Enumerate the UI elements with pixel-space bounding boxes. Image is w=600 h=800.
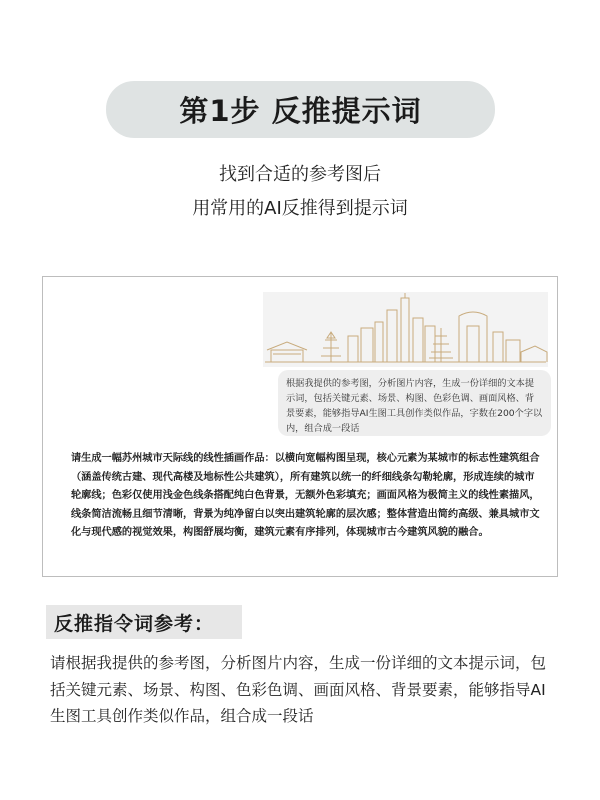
skyline-illustration xyxy=(263,292,548,367)
subtitle-line-1: 找到合适的参考图后 xyxy=(219,164,381,185)
step-title-pill xyxy=(106,81,495,138)
section-heading xyxy=(46,605,242,639)
step-title: 第1步 反推提示词 xyxy=(179,94,422,128)
skyline-reference-image xyxy=(263,292,548,367)
instruction-bubble: 根据我提供的参考图，分析图片内容，生成一份详细的文本提示词，包括关键元素、场景、构图、色彩色调、画面风格、背景要素，能够指导AI生图工具创作类似作品，字数在200个字以内，组合成一段话 xyxy=(278,370,551,436)
section-heading-text: 反推指令词参考： xyxy=(54,612,215,635)
subtitle-line-2: 用常用的AI反推得到提示词 xyxy=(192,198,408,219)
generated-prompt-text: 请生成一幅苏州城市天际线的线性插画作品：以横向宽幅构图呈现，核心元素为某城市的标志性建筑组合（涵盖传统古建、现代高楼及地标性公共建筑），所有建筑以统一的纤细线条勾勒轮廓，形成连续的城市轮廓线；色彩仅使用浅金色线条搭配纯白色背景，无额外色彩填充；画面风格为极简主义的线性素描风，线条简洁流畅且细节清晰，背景为纯净留白以突出建筑轮廓的层次感；整体营造出简约高级、兼具城市文化与现代感的视觉效果，构图舒展均衡，建筑元素有序排列，体现城市古今建筑风貌的融合。 xyxy=(71,453,540,539)
reference-instruction-text: 请根据我提供的参考图，分析图片内容，生成一份详细的文本提示词，包括关键元素、场景、构图、色彩色调、画面风格、背景要素，能够指导AI生图工具创作类似作品，组合成一段话 xyxy=(50,654,547,725)
example-card xyxy=(42,276,558,577)
